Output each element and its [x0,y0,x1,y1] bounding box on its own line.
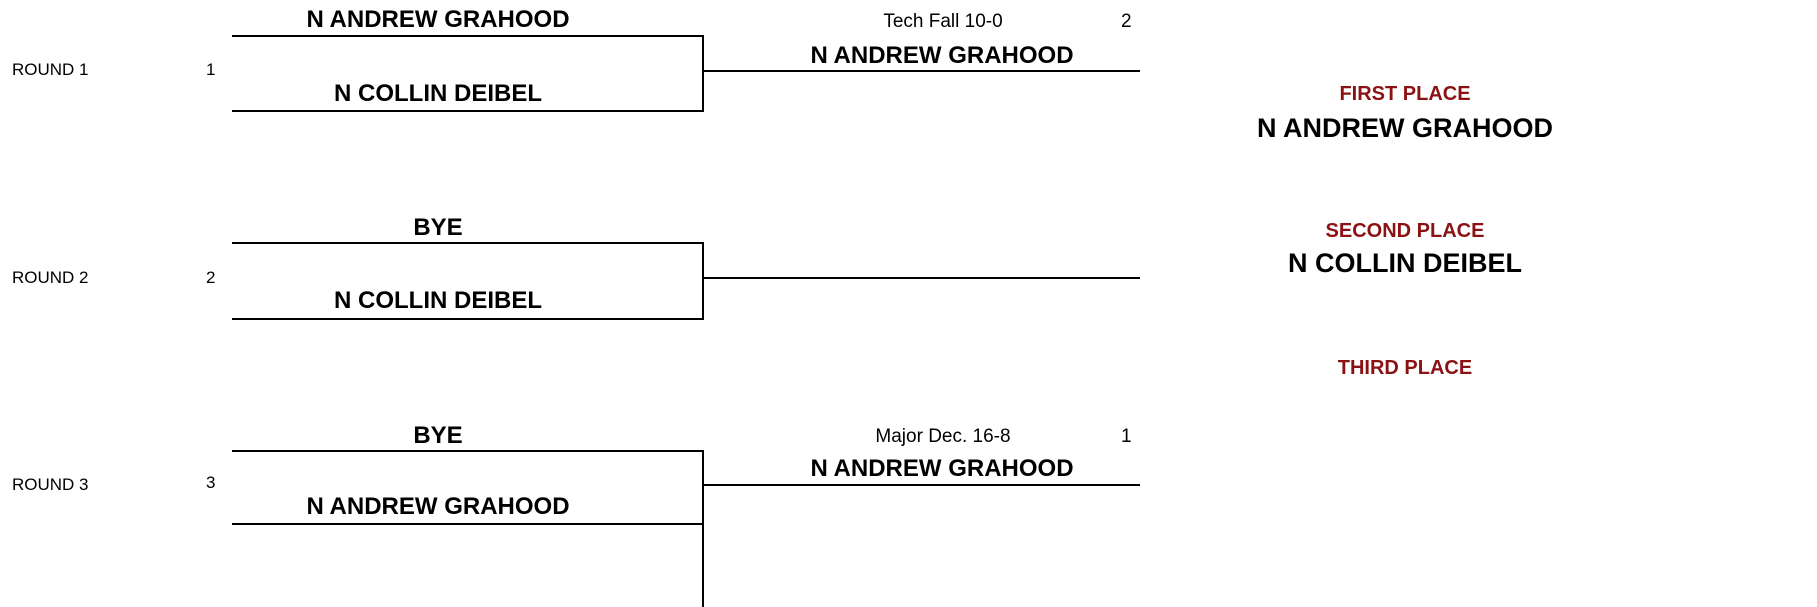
round-3-label: ROUND 3 [12,475,89,494]
round-3-result: Major Dec. 16-8 [875,426,1011,447]
first-place-label: FIRST PLACE [1339,83,1471,105]
round-3-top-wrestler: BYE [413,422,463,449]
round-1-winner-line [702,70,1140,72]
round-1-result: Tech Fall 10-0 [883,11,1003,32]
round-2-bottom-wrestler: N COLLIN DEIBEL [334,287,542,314]
round-2-label: ROUND 2 [12,268,89,287]
round-1-top-line [232,35,704,37]
round-2-winner-line [702,277,1140,279]
round-2-connector [702,242,704,320]
round-3-bottom-wrestler: N ANDREW GRAHOOD [306,493,570,520]
round-2-top-wrestler: BYE [413,214,463,241]
round-1-winner: N ANDREW GRAHOOD [810,42,1074,69]
first-place-name: N ANDREW GRAHOOD [1257,113,1553,143]
round-1-top-wrestler: N ANDREW GRAHOOD [306,6,570,33]
round-3-top-line [232,450,704,452]
second-place-label: SECOND PLACE [1325,220,1485,242]
round-2-top-line [232,242,704,244]
round-1-bottom-line [232,110,704,112]
round-2-bottom-line [232,318,704,320]
round-3-connector [702,450,704,607]
round-1-next-bout: 2 [1121,11,1132,32]
round-1-bottom-wrestler: N COLLIN DEIBEL [334,80,542,107]
round-3-winner-line [702,484,1140,486]
round-1-connector [702,35,704,112]
round-3-winner: N ANDREW GRAHOOD [810,455,1074,482]
round-1-bout-number: 1 [206,60,216,79]
second-place-name: N COLLIN DEIBEL [1288,248,1522,278]
round-1-label: ROUND 1 [12,60,89,79]
round-3-next-bout: 1 [1121,426,1132,447]
third-place-label: THIRD PLACE [1337,357,1473,379]
round-2-bout-number: 2 [206,268,216,287]
round-3-bout-number: 3 [206,473,216,492]
round-3-bottom-line [232,523,704,525]
